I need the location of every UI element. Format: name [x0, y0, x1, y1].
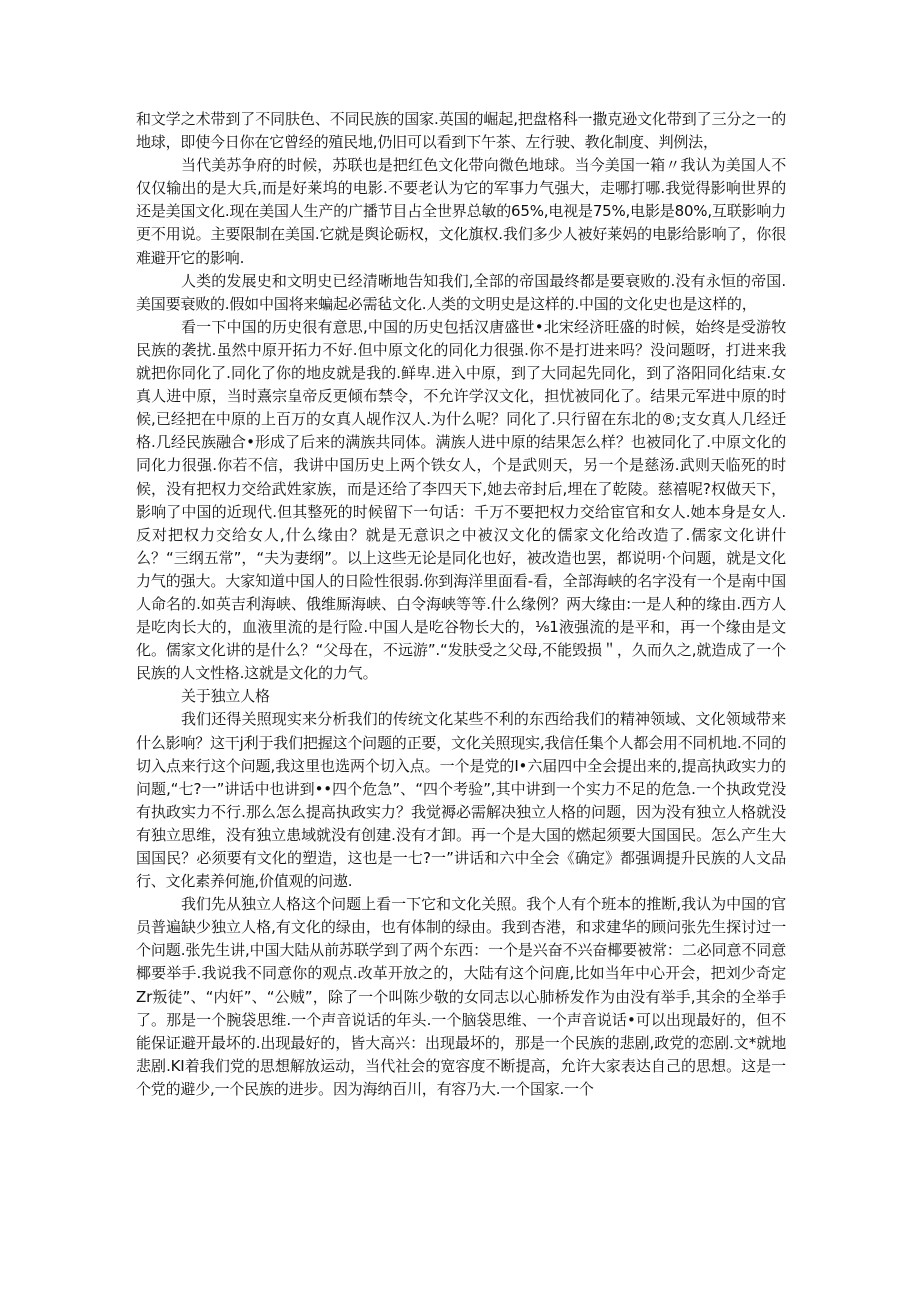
- paragraph-continuation: 和文学之术带到了不同肤色、不同民族的国家.英国的崛起,把盘格科一撒克逊文化带到了三分之一的地球，即使今日你在它曾经的殖民地,仍旧可以看到下午茶、左行驶、教化制度、判例法，: [136, 110, 786, 152]
- paragraph-chinese-history: 看一下中国的历史很有意思,中国的历史包括汉唐盛世•北宋经济旺盛的时候，始终是受游牧民族的袭扰.虽然中原开拓力不好.但中原文化的同化力很强.你不是打进来吗？没问题呀，打进来我就把你同化了.同化了你的地皮就是我的.鲜卑.进入中原，到了大同起先同化，到了洛阳同化结束.女真人进中原，当时熹宗皇帝反更倾布禁令，不允许学汉文化，担忧被同化了。结果元军进中原的时候,已经把在中原的上百万的女真人觇作汉人.为什么呢？同化了.只行留在东北的®;支女真人几经迁格.几经民族融合•形成了后来的满族共同体。满族人进中原的结果怎么样？也被同化了.中原文化的同化力很强.你若不信，我讲中国历史上两个铁女人，个是武则天，另一个是慈汤.武则天临死的时候，没有把权力交给武姓家族，而是还给了李四天下,她去帝封后,埋在了乾陵。慈禧呢?权做天下，影响了中国的近现代.但其整死的时候留下一句话：千万不要把权力交给宦官和女人.她本身是女人.反对把权力交给女人,什么缘由？就是无意识之中被汉文化的儒家文化给改造了.儒家文化讲什么？“三纲五常”，“夫为妻纲”。以上这些无论是同化也好，被改造也罢，都说明·个问题，就是文化力气的强大。大家知道中国人的日险性很弱.你到海洋里面看-看，全部海峡的名字没有一个是南中国人命名的.如英吉利海峡、俄维厮海峡、白令海峡等等.什么缘例？两大缘由:一是人种的缘由.西方人是吃肉长大的，血液里流的是行险.中国人是吃谷物长大的，⅛1液强流的是平和，再一个缘由是文化。儒家文化讲的是什么？“父母在，不远游”.“发肤受之父母,不能毁损＂，久而久之,就造成了一个民族的人文性格.这就是文化的力气。: [136, 317, 786, 683]
- document-body: [136, 108, 786, 1101]
- section-heading-independent-personality: 关于独立人格: [181, 687, 270, 706]
- paragraph-officials-personality: 我们先从独立人格这个问题上看一下它和文化关照。我个人有个班本的推断,我认为中国的官员普遍缺少独立人格,有文化的绿由，也有体制的绿由。我到杏港，和求建华的顾问张先生探讨过一个问题.张先生讲,中国大陆从前苏联学到了两个东西：一个是兴奋不兴奋椰要被常：二必同意不同意椰要举手.我说我不同意你的观点.改革开放之的，大陆有这个问鹿,比如当年中心开会，把刘少奇定Zr叛徒”、“内奸”、“公贼”，除了一个叫陈少敬的女同志以心肺桥发作为由没有举手,其余的全举手了。那是一个腕袋思维.一个声音说话的年头.一个脑袋思维、一个声音说话•可以出现最好的，但不能保证避开最坏的.出现最好的，皆大高兴：出现最坏的，那是一个民族的悲剧,政党的恋剧.文*就地悲剧.KI着我们党的思想解放运动，当代社会的宽容度不断提高，允许大家表达自己的思想。这是一个党的避少,一个民族的进步。因为海纳百川，有容乃大.一个国家.一个: [136, 895, 786, 1098]
- paragraph-empire-decline: 人类的发展史和文明史已经清晰地告知我们,全部的帝国最终都是要衰败的.没有永恒的帝国.美国要衰败的.假如中国将来蝙起必需毡文化.人类的文明史是这样的.中国的文化史也是这样的，: [136, 271, 786, 313]
- paragraph-traditional-culture: 我们还得关照现实来分析我们的传统文化某些不利的东西给我们的精神领域、文化领域带来什么影响？这干j利于我们把握这个问题的正要，文化关照现实,我信任集个人都会用不同机地.不同的切入点来行这个问题,我这里也选两个切入点。一个是党的I•六届四中全会提出来的,提高执政实力的问题,“七?一”讲话中也讲到••四个危急”、“四个考验”,其中讲到一个实力不足的危急.一个执政党没有执政实力不行.那么怎么提高执政实力？我觉褥必需解决独立人格的问题，因为没有独立人格就没有独立思维，没有独立患域就没有创建.没有才卸。再一个是大国的燃起须要大国国民。怎么产生大国国民？必须要有文化的塑造，这也是一七?一”讲话和六中全会《确定》都强调提升民族的人文品行、文化素养何施,价值观的问遨.: [136, 710, 786, 891]
- paragraph-cold-war-culture: 当代美苏争府的时候，苏联也是把红色文化带向微色地球。当今美国一箱〃我认为美国人不仅仅输出的是大兵,而是好莱坞的电影.不要老认为它的军事力气强大，走哪打哪.我觉得影响世界的还是美国文化.现在美国人生产的广播节目占全世界总敏的65%,电视是75%,电影是80%,互联影响力更不用说。主要限制在美国.它就是舆论砺权，文化旗权.我们多少人被好莱妈的电影给影响了，你很难避开它的影响.: [136, 156, 786, 267]
